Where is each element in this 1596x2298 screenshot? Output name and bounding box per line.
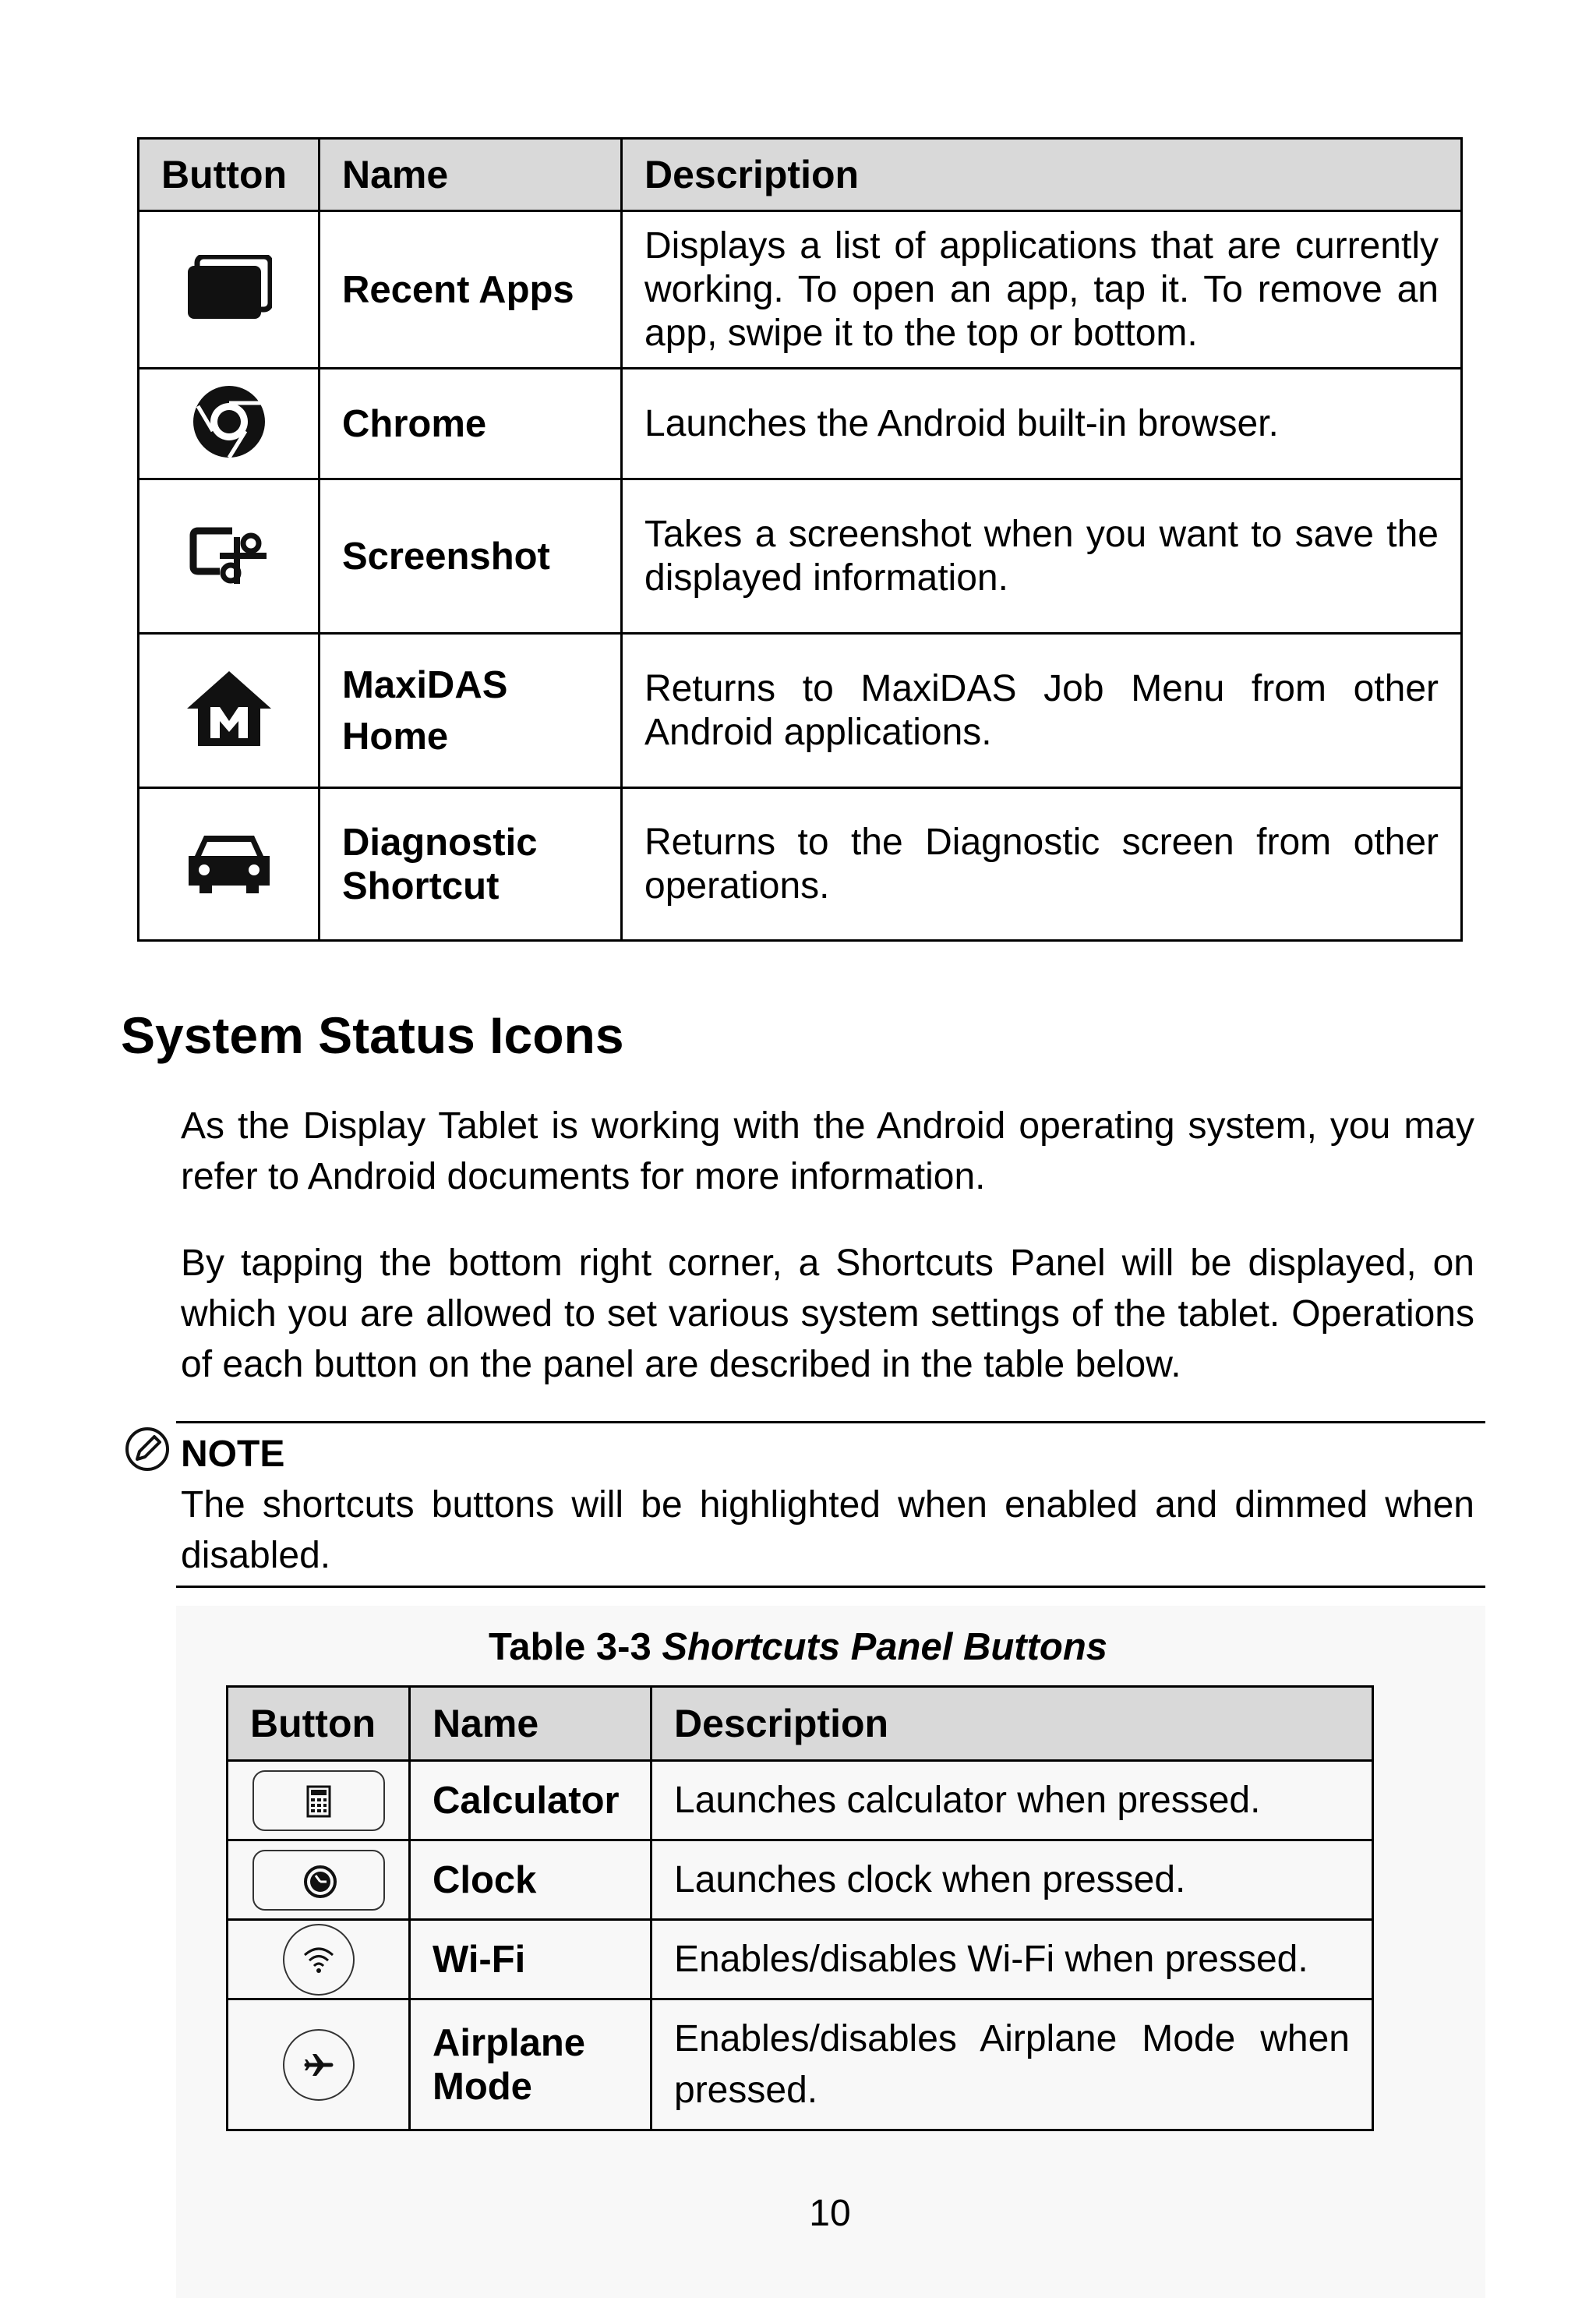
column-header-name: Name: [320, 139, 622, 211]
screenshot-icon: [189, 521, 270, 587]
airplane-button: [283, 2029, 355, 2101]
table-caption: [0, 1625, 1596, 1669]
icon-cell: [139, 634, 320, 788]
icon-cell: [228, 1761, 410, 1840]
row-description: Takes a screenshot when you want to save the displayed information.: [622, 479, 1462, 634]
note-text: The shortcuts buttons will be highlighted when enabled and dimmed when disabled.: [181, 1484, 1474, 1576]
wifi-icon: [302, 1943, 336, 1977]
row-description: Launches calculator when pressed.: [651, 1761, 1373, 1840]
row-name: Chrome: [320, 369, 622, 479]
body-paragraph: As the Display Tablet is working with the Android operating system, you may refer to Android documents for more information.: [181, 1105, 1474, 1197]
table-row: [228, 1840, 1373, 1920]
row-description: Returns to the Diagnostic screen from other operations.: [622, 788, 1462, 941]
table-row: [139, 369, 1462, 479]
clock-button: [252, 1850, 385, 1911]
table-row: [139, 788, 1462, 941]
section-title: System Status Icons: [121, 1006, 624, 1064]
row-name: Screenshot: [320, 479, 622, 634]
column-header-description: Description: [622, 139, 1462, 211]
note-top-rule: [176, 1421, 1485, 1423]
icon-cell: [228, 1920, 410, 1999]
table-row: [228, 1761, 1373, 1840]
icon-cell: [139, 369, 320, 479]
airplane-icon: [302, 2048, 336, 2082]
table-row: [139, 211, 1462, 369]
table-header-row: [228, 1687, 1373, 1761]
icon-cell: [228, 1999, 410, 2130]
row-name: Diagnostic Shortcut: [320, 788, 622, 941]
row-name: Calculator: [410, 1761, 651, 1840]
row-description: Launches clock when pressed.: [651, 1840, 1373, 1920]
row-description: Launches the Android built-in browser.: [622, 369, 1462, 479]
row-name: MaxiDAS Home: [320, 634, 622, 788]
icon-cell: [139, 788, 320, 941]
icon-cell: [139, 211, 320, 369]
table-row: [139, 634, 1462, 788]
page-number: 10: [809, 2193, 851, 2234]
shortcuts-panel-table: [226, 1685, 1374, 2131]
calculator-button: [252, 1770, 385, 1831]
navigation-buttons-table: [137, 137, 1463, 942]
row-description: Enables/disables Airplane Mode when pressed.: [651, 1999, 1373, 2130]
column-header-button: Button: [228, 1687, 410, 1761]
note-label: NOTE: [181, 1434, 285, 1475]
column-header-description: Description: [651, 1687, 1373, 1761]
body-paragraph: By tapping the bottom right corner, a Shortcuts Panel will be displayed, on which you are allowed to set various system settings of the tablet. Operations of each button on the panel are described in the table below.: [181, 1243, 1474, 1385]
table-caption-number: Table 3-3: [488, 1626, 662, 1668]
row-description: Enables/disables Wi-Fi when pressed.: [651, 1920, 1373, 1999]
table-row: [139, 479, 1462, 634]
calculator-icon: [303, 1785, 334, 1818]
table-row: [228, 1920, 1373, 1999]
row-description: Displays a list of applications that are currently working. To open an app, tap it. To remove an app, swipe it to the top or bottom.: [622, 211, 1462, 369]
row-name: Wi-Fi: [410, 1920, 651, 1999]
chrome-icon: [192, 384, 267, 459]
row-name: Clock: [410, 1840, 651, 1920]
column-header-name: Name: [410, 1687, 651, 1761]
clock-icon: [303, 1865, 337, 1899]
recent-apps-icon: [186, 255, 272, 320]
row-description: Returns to MaxiDAS Job Menu from other Android applications.: [622, 634, 1462, 788]
maxidas-home-icon: [185, 670, 273, 748]
diagnostic-car-icon: [187, 829, 271, 895]
note-bottom-rule: [176, 1586, 1485, 1588]
wifi-button: [283, 1924, 355, 1996]
column-header-button: Button: [139, 139, 320, 211]
row-name: Recent Apps: [320, 211, 622, 369]
row-name: Airplane Mode: [410, 1999, 651, 2130]
icon-cell: [139, 479, 320, 634]
icon-cell: [228, 1840, 410, 1920]
table-caption-title: Shortcuts Panel Buttons: [662, 1626, 1108, 1668]
pencil-note-icon: [125, 1427, 170, 1472]
table-header-row: [139, 139, 1462, 211]
table-row: [228, 1999, 1373, 2130]
